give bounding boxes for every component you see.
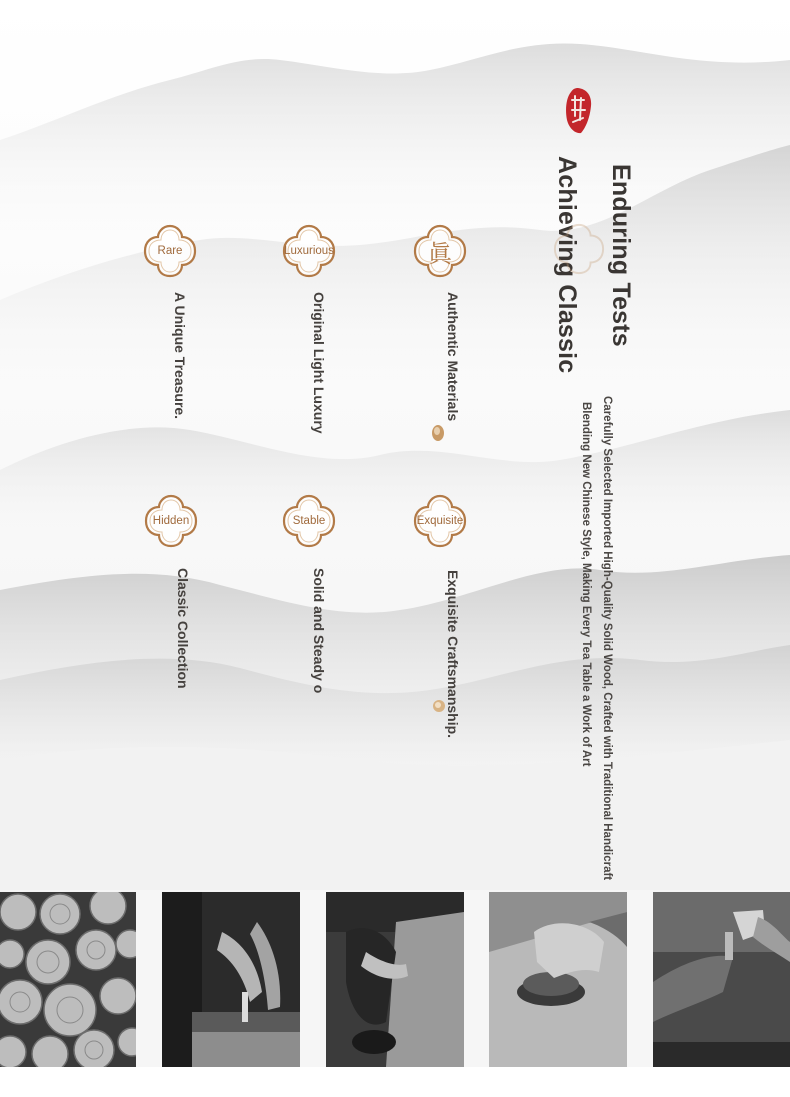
- feature-text: Authentic Materials: [445, 292, 461, 422]
- badge-exquisite: [412, 493, 468, 549]
- wood-logs-image: [0, 892, 136, 1067]
- badge-luxurious: [281, 223, 337, 279]
- badge-label: Luxurious: [284, 245, 334, 257]
- photo-spray-painting: [653, 892, 790, 1067]
- description-line-2: Blending New Chinese Style, Making Every Tea Table a Work of Art: [580, 402, 592, 767]
- woodworking-hands-image: [162, 892, 300, 1067]
- spray-painting-image: [653, 892, 790, 1067]
- badge-label: Stable: [292, 515, 326, 527]
- gold-ornament-icon: [430, 422, 446, 442]
- description-line-1: Carefully Selected Imported High-Quality Solid Wood, Crafted with Traditional Handicraft: [601, 396, 613, 881]
- gold-ornament-icon: [432, 699, 446, 713]
- badge-stable: [281, 493, 337, 549]
- feature-text: Solid and Steady o: [311, 568, 327, 694]
- badge-label: Exquisite: [416, 515, 464, 527]
- feature-text: Classic Collection: [175, 568, 191, 689]
- heading-line-1: Enduring Tests: [607, 164, 635, 347]
- photo-orbital-sanding: [489, 892, 627, 1067]
- woodcarving-artisan-image: [326, 892, 464, 1067]
- badge-rare: [142, 223, 198, 279]
- badge-hidden: [143, 493, 199, 549]
- orbital-sanding-image: [489, 892, 627, 1067]
- badge-label: Hidden: [152, 515, 190, 527]
- bottom-margin: [0, 1067, 790, 1097]
- feature-text: A Unique Treasure.: [172, 292, 188, 420]
- photo-woodcarving-artisan: [326, 892, 464, 1067]
- badge-character: 眞: [428, 239, 452, 268]
- feature-text: Original Light Luxury: [311, 292, 327, 434]
- feature-text: Exquisite Craftsmanship.: [445, 570, 461, 739]
- badge-authentic: [412, 223, 468, 279]
- photo-wood-logs: [0, 892, 136, 1067]
- photo-woodworking-hands: [162, 892, 300, 1067]
- badge-label: Rare: [157, 245, 183, 257]
- heading-line-2: Achieving Classic: [553, 156, 581, 374]
- red-seal-stamp-icon: [563, 86, 593, 136]
- faint-emblem-icon: [552, 222, 606, 276]
